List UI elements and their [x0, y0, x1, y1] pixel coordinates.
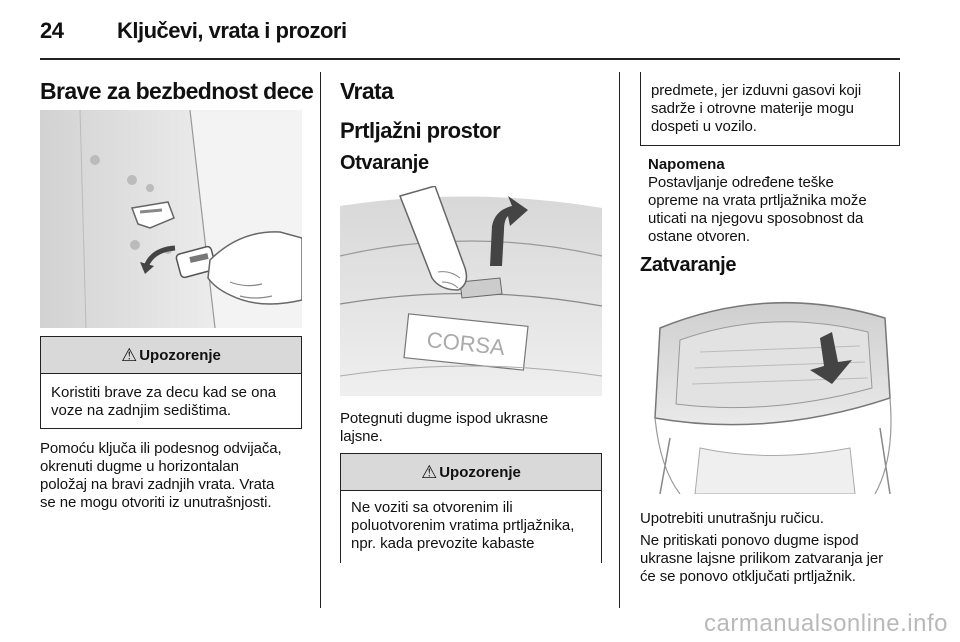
paragraph-line: okrenuti dugme u horizontalan [40, 458, 239, 475]
header-rule [40, 58, 900, 60]
note-title: Napomena [648, 156, 725, 173]
subheading-opening: Otvaranje [340, 152, 429, 174]
paragraph-line: ukrasne lajsne prilikom zatvaranja jer [640, 550, 883, 567]
opening-caption [340, 410, 610, 446]
warning-text: Koristiti brave za decu kad se ona voze na zadnjim sedištima. [51, 384, 277, 419]
paragraph-line: će se ponovo otključati prtljažnik. [640, 568, 856, 585]
paragraph-line: se ne mogu otvoriti iz unutrašnjosti. [40, 494, 272, 511]
warning-line: poluotvorenim vratima prtljažnika, [351, 517, 575, 534]
warning-title: Upozorenje [439, 463, 521, 481]
caption-line: Potegnuti dugme ispod ukrasne [340, 410, 549, 427]
column-divider-1 [320, 72, 321, 608]
section-heading-child-locks: Brave za bezbednost dece [40, 78, 314, 104]
warning-text [341, 491, 601, 563]
caption-line: lajsne. [340, 428, 383, 445]
warning-line: dospeti u vozilo. [651, 118, 757, 135]
warning-icon: ⚠ [421, 461, 438, 482]
child-lock-instructions [40, 440, 315, 512]
child-lock-illustration [40, 110, 302, 328]
warning-header [341, 454, 601, 491]
warning-line: Ne voziti sa otvorenim ili [351, 499, 513, 516]
closing-instruction-2 [640, 532, 910, 586]
subheading-trunk: Prtljažni prostor [340, 118, 501, 143]
warning-continuation-box [640, 72, 900, 146]
closing-instruction-1: Upotrebiti unutrašnju ručicu. [640, 510, 824, 527]
warning-box-open-trunk [340, 453, 602, 563]
warning-title: Upozorenje [139, 346, 221, 364]
warning-icon: ⚠ [121, 344, 138, 365]
watermark: carmanualsonline.info [704, 610, 948, 637]
page-number: 24 [40, 18, 64, 43]
note-line: opreme na vrata prtljažnika može [648, 192, 867, 209]
warning-line: npr. kada prevozite kabaste [351, 535, 535, 552]
section-heading-doors: Vrata [340, 78, 394, 104]
trunk-opening-illustration [340, 186, 602, 396]
plate-text: CORSA [425, 326, 507, 361]
paragraph-line: položaj na bravi zadnjih vrata. Vrata [40, 476, 275, 493]
note-line: Postavljanje određene teške [648, 174, 834, 191]
subheading-closing: Zatvaranje [640, 254, 737, 276]
column-divider-2 [619, 72, 620, 608]
trunk-closing-illustration [640, 288, 902, 494]
note-line: uticati na njegovu sposobnost da [648, 210, 864, 227]
note-line: ostane otvoren. [648, 228, 750, 245]
paragraph-line: Ne pritiskati ponovo dugme ispod [640, 532, 859, 549]
warning-line: sadrže i otrovne materije mogu [651, 100, 854, 117]
warning-box-child-locks [40, 336, 302, 429]
note-text [648, 174, 900, 246]
warning-header [41, 337, 301, 374]
chapter-title: Ključevi, vrata i prozori [117, 18, 347, 43]
paragraph-line: Pomoću ključa ili podesnog odvijača, [40, 440, 282, 457]
warning-line: predmete, jer izduvni gasovi koji [651, 82, 862, 99]
